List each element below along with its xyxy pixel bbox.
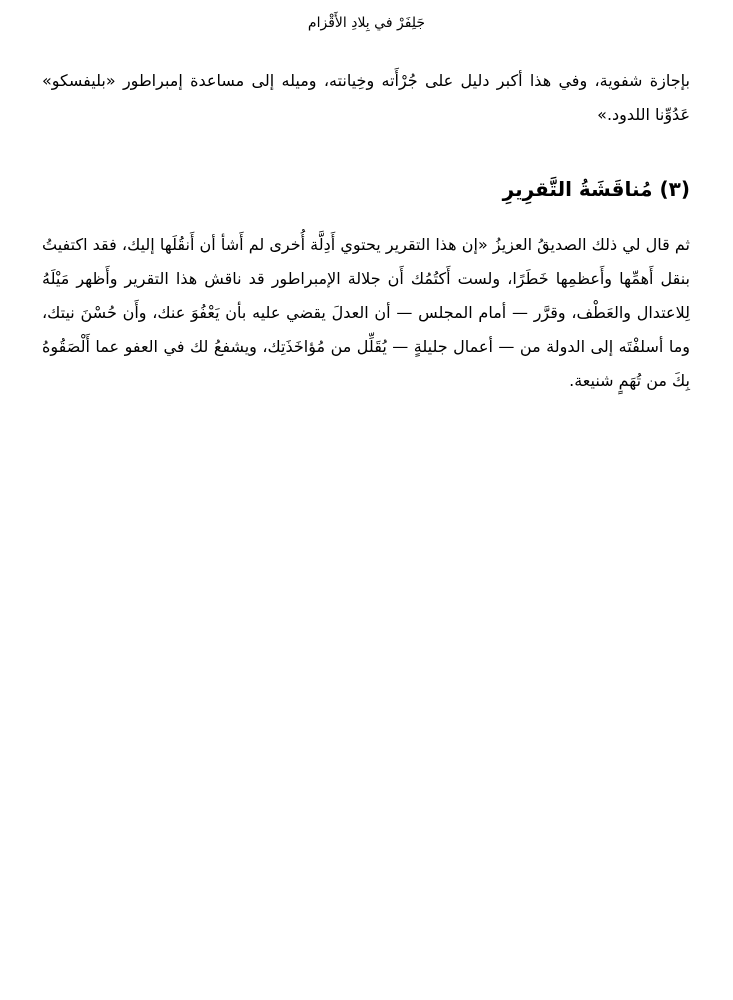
section-heading: (٣) مُناقَشَةُ التَّقرِيرِ xyxy=(502,177,690,201)
continuation-paragraph: بإجازة شفوية، وفي هذا أكبر دليل على جُرْأَته وخِيانته، وميله إلى مساعدة إمبراطور «بليفسكو» عَدُوِّنا اللدود.» xyxy=(42,71,690,124)
report-discussion-paragraph: ثم قال لي ذلك الصديقُ العزيزُ «إن هذا التقرير يحتوي أَدِلَّة أُخرى لم أَشأ أن أَنقُلَها إليك، فقد اكتفيتُ بنقل أَهمِّها وأَعظمِها خَطَرًا، ولست أَكتُمُك أَن جلالة الإمبراطور قد ناقش هذا التقرير وأَظهر مَيْلَهُ لِلاعتدال والعَطْف، وقرَّر — أمام المجلس — أن العدلَ يقضي عليه بأن يَعْفُوَ عنك، وأَن حُسْنَ نيتك، وما أسلفْتَه إلى الدولة من — أعمال جليلةٍ — يُقَلِّل من مُؤاخَذَتِك، ويشفعُ لك في العفو عما أَلْصَقُوهُ بِكَ من تُهَمٍ شنيعة. xyxy=(42,235,690,390)
running-header: جَلِفَرْ في بِلادِ الأَقْزام xyxy=(307,15,426,31)
